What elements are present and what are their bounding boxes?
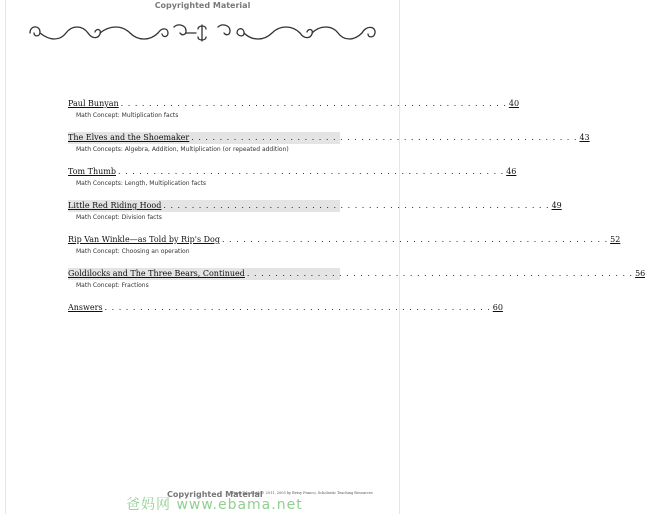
copyright-watermark-bottom: Copyrighted Material [167,490,263,499]
toc-entry[interactable] [68,302,503,314]
toc-leader-dots: . . . . . . . . . . . . . . . . . . . . . . . . . . . . . . . . . . . . . . . . . . . . . . . . . . . . . . . [163,201,550,210]
toc-page-number: 46 [506,167,517,176]
toc-entry-line[interactable] [68,234,621,246]
toc-page-number: 60 [492,303,503,312]
toc-entry-title: Goldilocks and The Three Bears, Continued [68,269,245,278]
toc-entry-title: Answers [68,303,103,312]
toc-entry-title: Rip Van Winkle—as Told by Rip's Dog [68,235,220,244]
toc-entry-title: The Elves and the Shoemaker [68,133,190,142]
toc-math-concept: Math Concept: Choosing an operation [76,248,190,255]
toc-entry-line[interactable] [68,268,645,280]
toc-entry[interactable] [68,200,562,221]
toc-leader-dots: . . . . . . . . . . . . . . . . . . . . . . . . . . . . . . . . . . . . . . . . . . . . . . . . . . . . . . . [104,303,491,312]
toc-entry-title: Paul Bunyan [68,99,119,108]
toc-math-concept: Math Concepts: Length, Multiplication facts [76,180,207,187]
toc-page-number: 52 [610,235,621,244]
toc-math-concept: Math Concepts: Algebra, Addition, Multiplication (or repeated addition) [76,146,289,153]
toc-math-concept: Math Concept: Fractions [76,282,149,289]
toc-math-concept: Math Concept: Multiplication facts [76,112,179,119]
toc-leader-dots: . . . . . . . . . . . . . . . . . . . . . . . . . . . . . . . . . . . . . . . . . . . . . . . . . . . . . . . [120,99,507,108]
toc-leader-dots: . . . . . . . . . . . . . . . . . . . . . . . . . . . . . . . . . . . . . . . . . . . . . . . . . . . . . . . [118,167,505,176]
toc-math-concept: Math Concept: Division facts [76,214,162,221]
toc-entry[interactable] [68,234,621,255]
toc-entry-line[interactable] [68,166,517,178]
toc-entry-title: Tom Thumb [68,167,117,176]
toc-leader-dots: . . . . . . . . . . . . . . . . . . . . . . . . . . . . . . . . . . . . . . . . . . . . . . . . . . . . . . . [221,235,609,244]
toc-entry[interactable] [68,98,520,119]
toc-page-number: 49 [551,201,562,210]
table-of-contents [68,98,645,327]
toc-entry-line[interactable] [68,302,503,314]
toc-leader-dots: . . . . . . . . . . . . . . . . . . . . . . . . . . . . . . . . . . . . . . . . . . . . . . . . . . . . . . . [246,269,634,278]
toc-entry-line[interactable] [68,200,562,212]
footer-credit-line: Fairy Tale Math © 2011, 2005 by Betsy Franco, Scholastic Teaching Resources [232,491,373,495]
decorative-scroll-border [26,19,379,47]
copyright-watermark-top: Copyrighted Material [154,1,251,10]
toc-entry-line[interactable] [68,132,590,144]
toc-page-number: 40 [508,99,520,108]
toc-entry[interactable] [68,132,590,153]
toc-entry[interactable] [68,166,517,187]
toc-entry-title: Little Red Riding Hood [68,201,162,210]
toc-leader-dots: . . . . . . . . . . . . . . . . . . . . . . . . . . . . . . . . . . . . . . . . . . . . . . . . . . . . . . . [191,133,578,142]
toc-entry-line[interactable] [68,98,520,110]
toc-page-number: 43 [579,133,590,142]
toc-page-number: 56 [635,269,645,278]
site-watermark: 爸妈网 www.ebama.net [126,497,303,513]
toc-entry[interactable] [68,268,645,289]
